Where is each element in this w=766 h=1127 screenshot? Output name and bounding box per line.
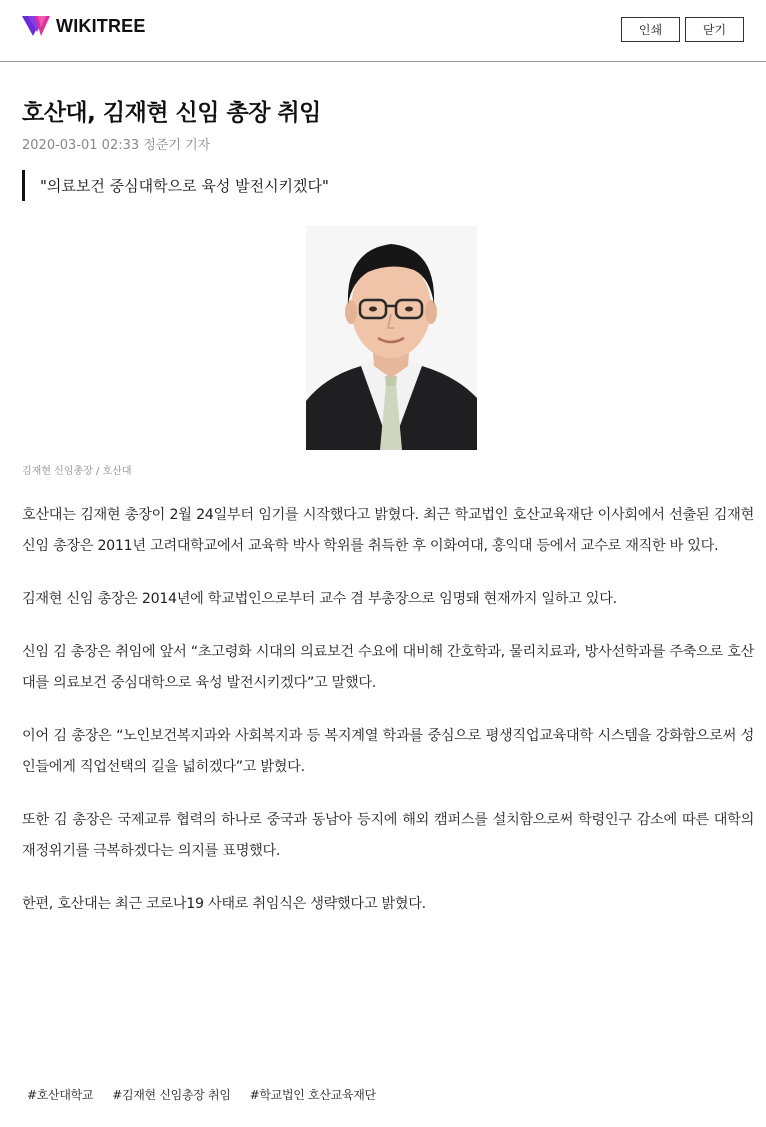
portrait-image [306,226,477,450]
tag-link[interactable]: #호산대학교 [27,1088,94,1102]
close-button[interactable]: 닫기 [685,17,744,42]
paragraph: 호산대는 김재현 총장이 2월 24일부터 임기를 시작했다고 밝혔다. 최근 학교법인 호산교육재단 이사회에서 선출된 김재현 신임 총장은 2011년 고려대학교에서 교육학 박사 학위를 취득한 후 이화여대, 홍익대 등에서 교수로 재직한 바 있다. [22,507,754,554]
paragraph: 이어 김 총장은 “노인보건복지과와 사회복지과 등 복지계열 학과를 중심으로 평생직업교육대학 시스템을 강화함으로써 성인들에게 직업선택의 길을 넓히겠다”고 밝혔다. [22,728,754,775]
paragraph: 김재현 신임 총장은 2014년에 학교법인으로부터 교수 겸 부총장으로 임명돼 현재까지 일하고 있다. [22,591,617,607]
article-title: 호산대, 김재현 신임 총장 취임 [22,100,321,126]
wikitree-logo-icon [22,16,50,36]
article-body [22,500,754,942]
wikitree-logo[interactable] [22,16,146,36]
article-subtitle: "의료보건 중심대학으로 육성 발전시키겠다" [22,170,329,201]
print-button[interactable]: 인쇄 [621,17,680,42]
president-photo [306,226,477,450]
logo-text: WIKITREE [56,16,146,36]
photo-caption: 김재현 신임총장 / 호산대 [22,466,132,477]
tag-list [27,1086,376,1103]
tag-link[interactable]: #학교법인 호산교육재단 [249,1088,376,1102]
paragraph: 한편, 호산대는 최근 코로나19 사태로 취임식은 생략했다고 밝혔다. [22,896,426,912]
paragraph: 또한 김 총장은 국제교류 협력의 하나로 중국과 동남아 등지에 해외 캠퍼스를 설치함으로써 학령인구 감소에 따른 대학의 재정위기를 극복하겠다는 의지를 표명했다. [22,812,754,859]
article-meta: 2020-03-01 02:33 정준기 기자 [22,138,211,153]
tag-link[interactable]: #김재현 신임총장 취임 [112,1088,231,1102]
paragraph: 신임 김 총장은 취임에 앞서 “초고령화 시대의 의료보건 수요에 대비해 간호학과, 물리치료과, 방사선학과를 주축으로 호산대를 의료보건 중심대학으로 육성 발전시키겠다”고 말했다. [22,644,754,691]
top-bar [0,0,766,62]
